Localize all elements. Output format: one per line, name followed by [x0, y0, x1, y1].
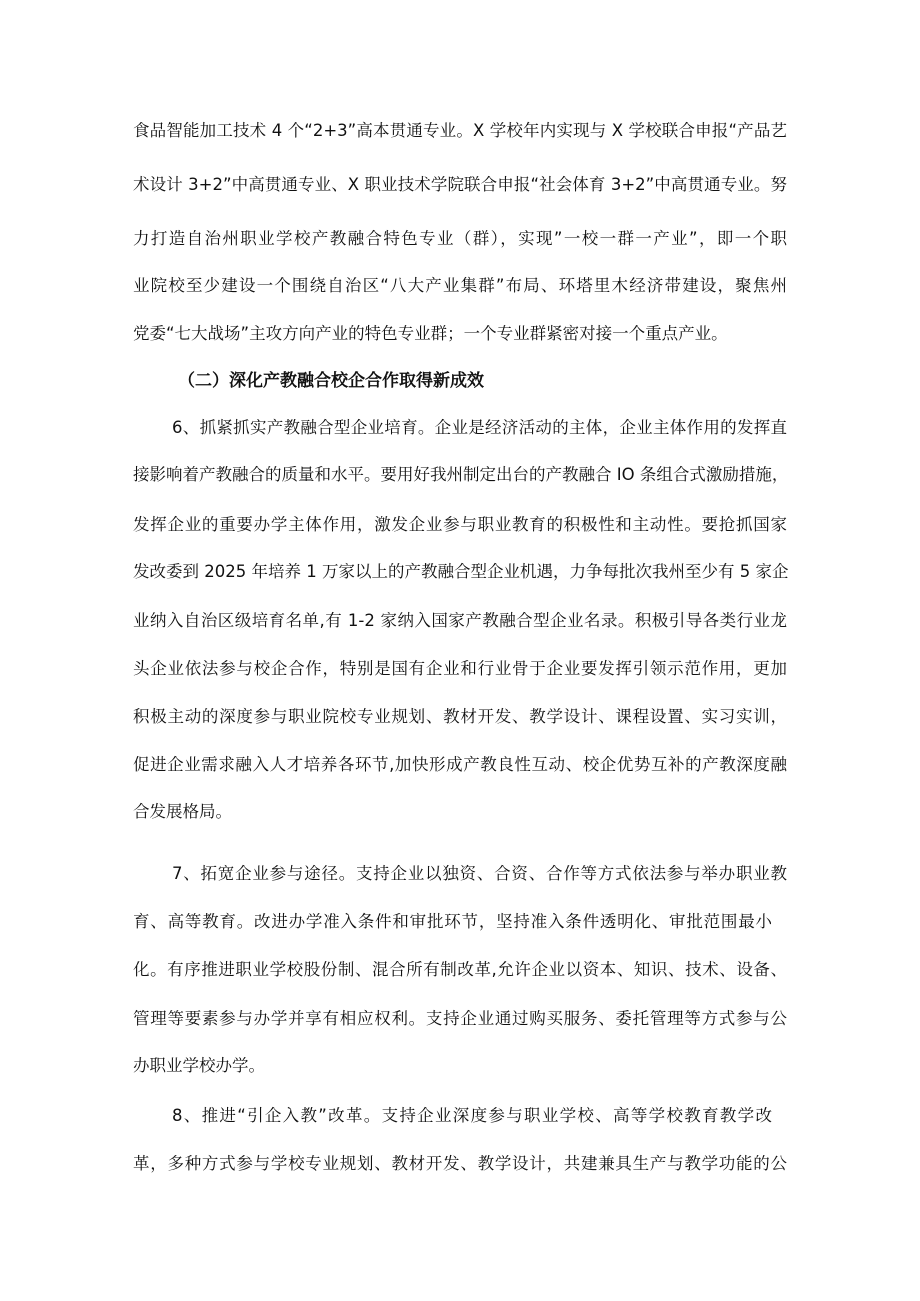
text-line: 积极主动的深度参与职业院校专业规划、教材开发、教学设计、课程设置、实习实训， [133, 707, 787, 726]
text-line: 8、推进“引企入教”改革。支持企业深度参与职业学校、高等学校教育教学改 [172, 1106, 772, 1125]
text-line: 合发展格局。 [133, 802, 232, 821]
text-line: 业纳入自治区级培育名单,有 1-2 家纳入国家产教融合型企业名录。积极引导各类行业龙 [133, 611, 787, 630]
text-line: 发挥企业的重要办学主体作用，激发企业参与职业教育的积极性和主动性。要抢抓国家 [133, 515, 787, 534]
text-line: 头企业依法参与校企合作，特别是国有企业和行业骨于企业要发挥引领示范作用，更加 [133, 659, 787, 678]
text-line: 7、拓宽企业参与途径。支持企业以独资、合资、合作等方式依法参与举办职业教 [172, 864, 787, 883]
section-heading: （二）深化产教融合校企合作取得新成效 [178, 371, 484, 391]
text-line: 革，多种方式参与学校专业规划、教材开发、教学设计，共建兼具生产与教学功能的公 [133, 1154, 787, 1173]
text-line: 术设计 3+2”中高贯通专业、X 职业技术学院联合申报“社会体育 3+2”中高贯通专业。努 [133, 175, 787, 194]
text-line: 管理等要素参与办学并享有相应权利。支持企业通过购买服务、委托管理等方式参与公 [133, 1009, 787, 1028]
text-line: 食品智能加工技术 4 个“2+3”高本贯通专业。X 学校年内实现与 X 学校联合申报“产品艺 [133, 121, 787, 140]
text-line: 6、抓紧抓实产教融合型企业培育。企业是经济活动的主体，企业主体作用的发挥直 [172, 418, 787, 437]
text-line: 促进企业需求融入人才培养各环节,加快形成产教良性互动、校企优势互补的产教深度融 [133, 755, 787, 774]
text-line: 化。有序推进职业学校股份制、混合所有制改革,允许企业以资本、知识、技术、设备、 [133, 960, 787, 979]
text-line: 育、高等教育。改进办学准入条件和审批环节，坚持准入条件透明化、审批范围最小 [133, 912, 772, 931]
text-line: 党委“七大战场”主攻方向产业的特色专业群；一个专业群紧密对接一个重点产业。 [133, 324, 728, 343]
text-line: 力打造自治州职业学校产教融合特色专业（群），实现”一校一群一产业”，即一个职 [133, 229, 787, 248]
text-line: 接影响着产教融合的质量和水平。要用好我州制定出台的产教融合 IO 条组合式激励措施， [133, 465, 789, 484]
text-line: 办职业学校办学。 [133, 1056, 265, 1075]
text-line: 业院校至少建设一个围绕自治区“八大产业集群”布局、环塔里木经济带建设，聚焦州 [133, 276, 787, 295]
text-line: 发改委到 2025 年培养 1 万家以上的产教融合型企业机遇，力争每批次我州至少有 5 家企 [133, 562, 789, 581]
